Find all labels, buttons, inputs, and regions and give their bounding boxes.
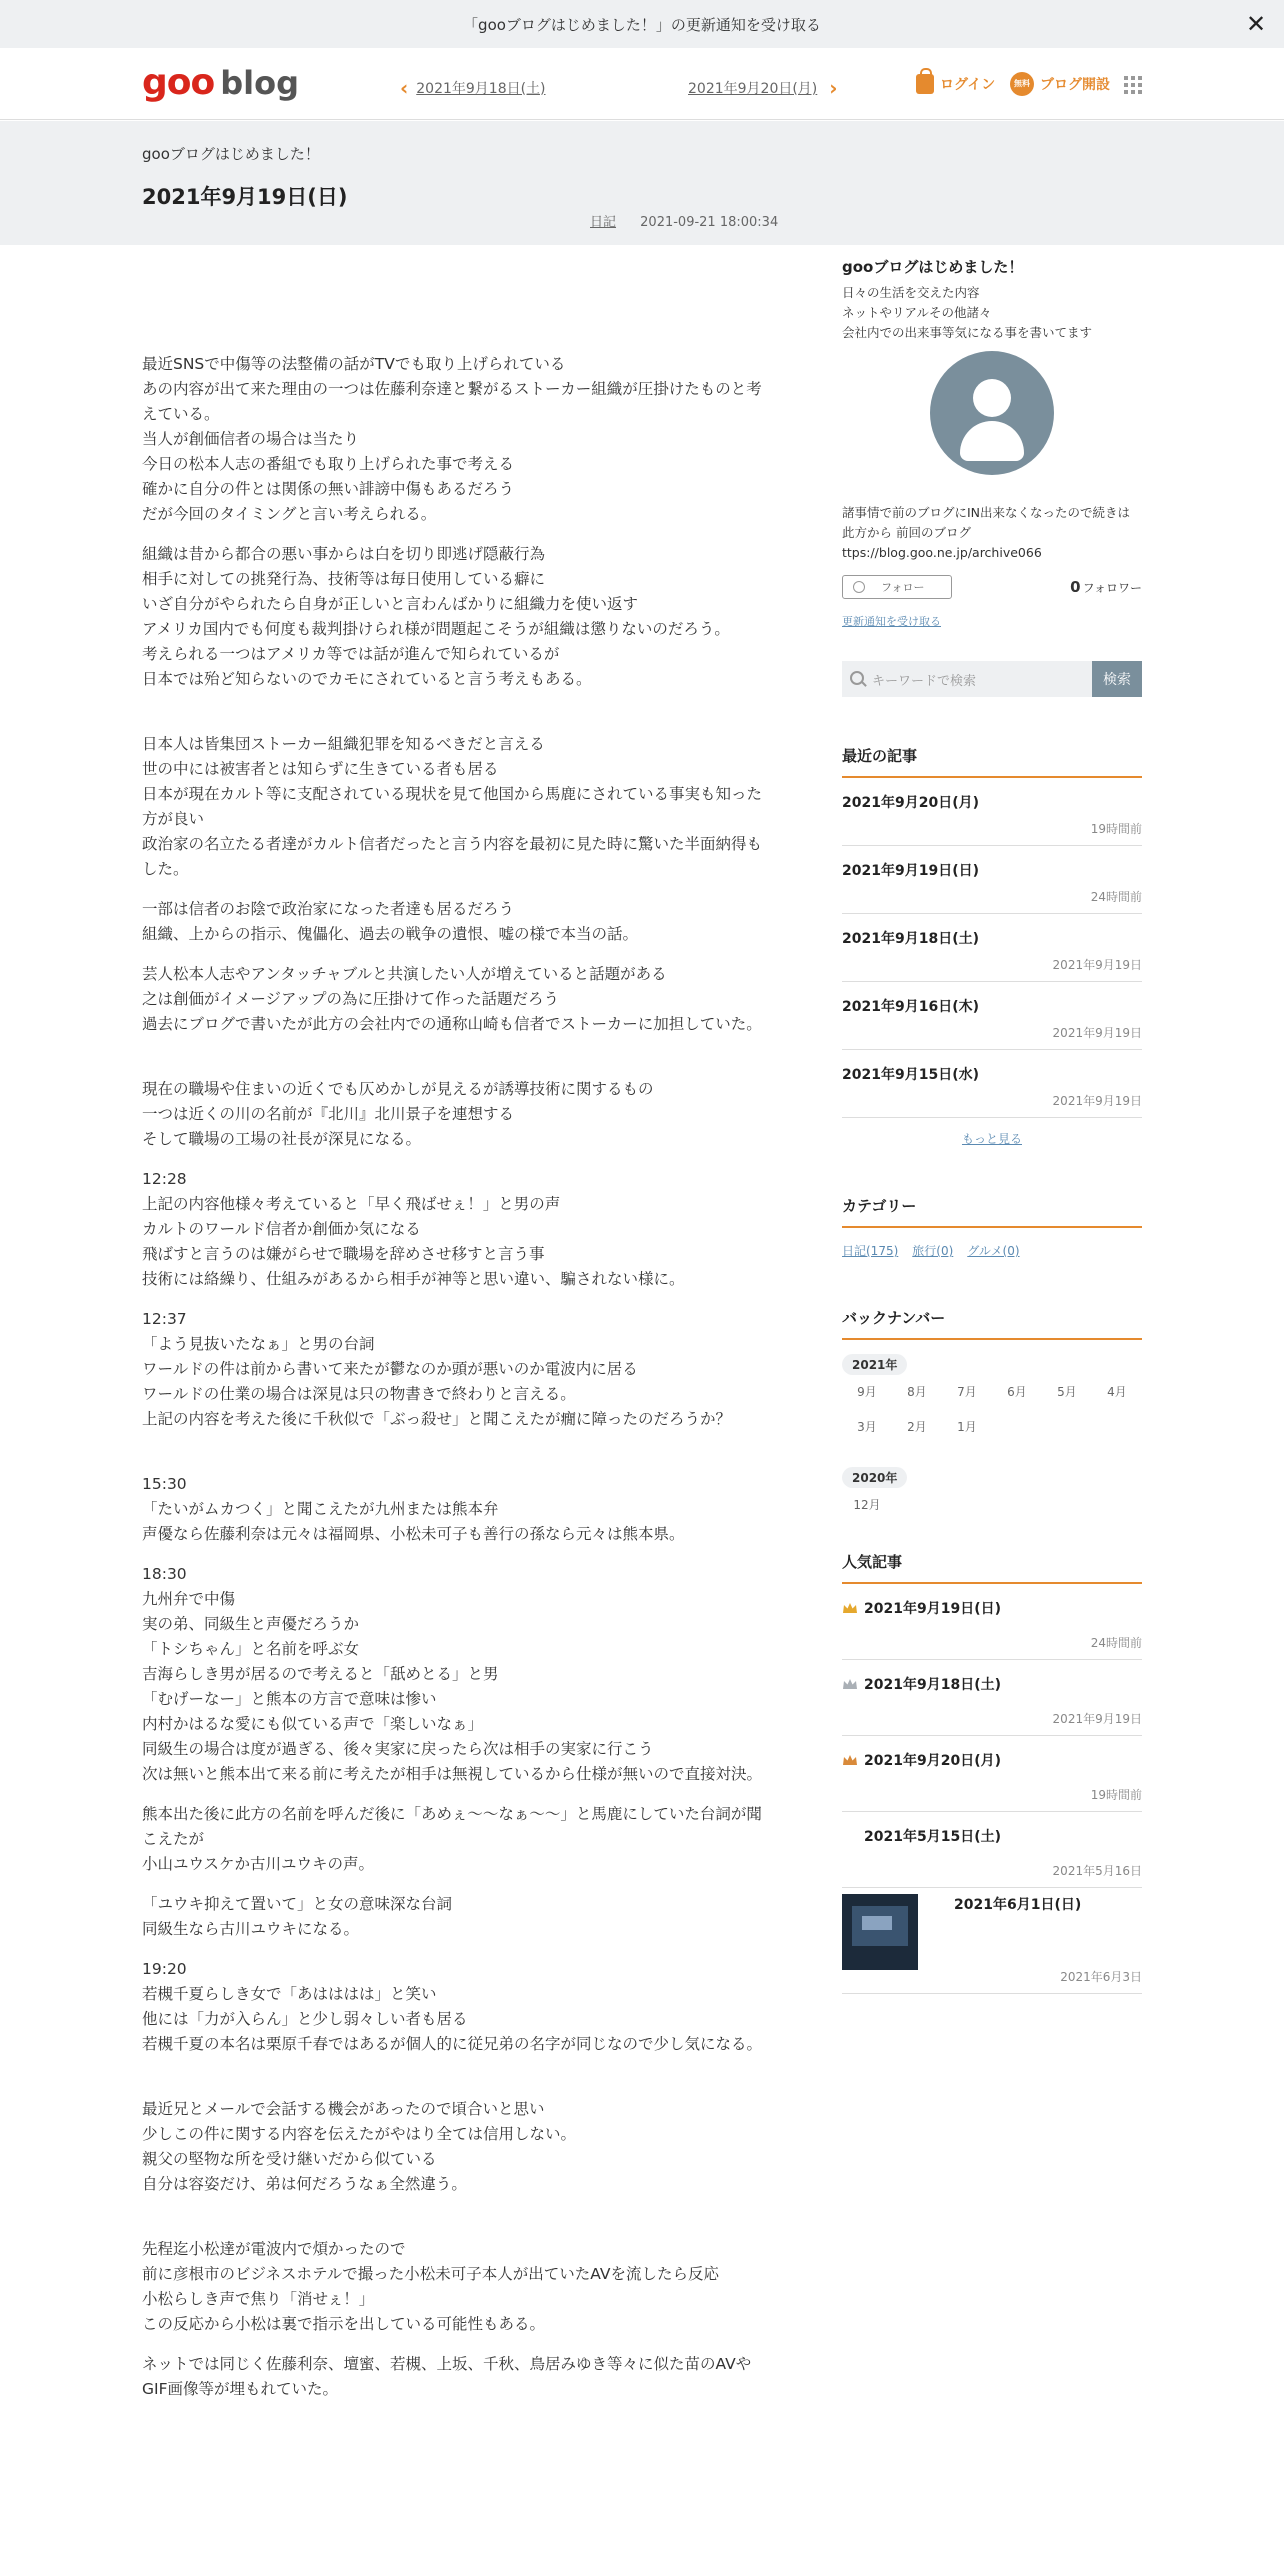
recent-item[interactable] [842,778,1142,846]
user-icon [853,581,865,593]
open-blog-button[interactable] [1010,72,1110,96]
recent-title[interactable]: 2021年9月15日(水) [842,1067,979,1083]
popular-item[interactable] [842,1584,1142,1660]
search-form [842,661,1142,697]
popular-thumb-item[interactable] [842,1888,1142,1994]
backnumber-month-link[interactable]: 5月 [1057,1385,1077,1399]
article-body [142,352,770,2417]
follow-button[interactable] [842,575,952,599]
recent-heading: 最近の記事 [842,745,1142,778]
article-paragraph: 最近SNSで中傷等の法整備の話がTVでも取り上げられている あの内容が出て来た理由の一つは佐藤利奈達と繋がるストーカー組織が圧掛けたものと考えている。 当人が創価信者の場合は当たり 今日の松本人志の番組でも取り上げられた事で考える 確かに自分の件とは関係の無い誹謗中傷もあるだろう だが今回のタイミングと言い考えられる。 [142,355,762,523]
popular-title-row [842,1750,1142,1770]
article-paragraph: 日本人は皆集団ストーカー組織犯罪を知るべきだと言える 世の中には被害者とは知らずに生きている者も居る 日本が現在カルト等に支配されている現状を見て他国から馬鹿にされている事実も知った方が良い 政治家の名立たる者達がカルト信者だったと言う内容を最初に見た時に驚いた半面納得もした。 [142,735,763,878]
article-paragraph: 12:37 「よう見抜いたなぁ」と男の台詞 ワールドの件は前から書いて来たが鬱なのか頭が悪いのか電波内に居る ワールドの仕業の場合は深見は只の物書きで終わりと言える。 上記の内容を考えた後に千秋似で「ぶっ殺せ」と聞こえたが癇に障ったのだろうか？ [142,1310,732,1428]
backnumber-months [842,1496,1142,1531]
login-button[interactable] [916,74,995,94]
recent-title[interactable]: 2021年9月16日(木) [842,999,979,1015]
popular-title-row [842,1598,1142,1618]
recent-title[interactable]: 2021年9月20日(月) [842,795,979,811]
article-paragraph: 先程迄小松達が電波内で煩かったので 前に彦根市のビジネスホテルで撮った小松未可子本人が出ていたAVを流したら反応 小松らしき声で焦り「消せぇ！」 この反応から小松は裏で指示を出している可能性もある。 [142,2240,719,2333]
recent-item[interactable] [842,914,1142,982]
crown-icon [842,1830,858,1842]
close-icon[interactable]: ✕ [1245,10,1267,38]
backnumber-month-link[interactable]: 3月 [857,1420,877,1434]
backnumber-months [842,1383,1142,1453]
article-paragraph: 芸人松本人志やアンタッチャブルと共演したい人が増えていると話題がある 之は創価がイメージアップの為に圧掛けて作った話題だろう 過去にブログで書いたが此方の会社内での通称山崎も信者でストーカーに加担していた。 [142,965,762,1033]
category-heading: カテゴリー [842,1195,1142,1228]
recent-title[interactable]: 2021年9月18日(土) [842,931,979,947]
sidebar-notify-link[interactable]: 更新通知を受け取る [842,615,941,628]
avatar[interactable] [930,351,1054,475]
popular-item[interactable] [842,1736,1142,1812]
recent-title[interactable]: 2021年9月19日(日) [842,863,979,879]
popular-heading: 人気記事 [842,1551,1142,1584]
search-input[interactable] [842,661,1092,697]
search-icon [850,671,864,685]
entry-datetime: 2021-09-21 18:00:34 [640,215,779,230]
popular-title[interactable]: 2021年6月1日(日) [954,1897,1082,1913]
article-paragraph: 一部は信者のお陰で政治家になった者達も居るだろう 組織、上からの指示、傀儡化、過去の戦争の遺恨、嘘の様で本当の話。 [142,900,639,943]
popular-item[interactable] [842,1660,1142,1736]
backnumber-month-link[interactable]: 4月 [1107,1385,1127,1399]
notify-bar [0,0,1284,48]
crown-icon [842,1678,858,1690]
backnumber-year[interactable]: 2020年 [842,1467,907,1488]
crown-icon [842,1754,858,1766]
free-badge-icon: 無料 [1010,72,1034,96]
article-paragraph: 19:20 若槻千夏らしき女で「あはははは」と笑い 他には「力が入らん」と少し弱々しい者も居る 若槻千夏の本名は栗原千春ではあるが個人的に従兄弟の名字が同じなので少し気になる。 [142,1960,763,2053]
crown-icon [842,1602,858,1614]
category-link[interactable]: 旅行(0) [912,1244,954,1258]
next-entry-nav[interactable] [688,76,838,100]
follow-label: フォロー [881,581,925,594]
popular-title[interactable]: 2021年9月20日(月) [864,1753,1001,1769]
article-paragraph: 15:30 「たいがムカつく」と聞こえたが九州または熊本弁 声優なら佐藤利奈は元々は福岡県、小松未可子も善行の孫なら元々は熊本県。 [142,1475,685,1543]
article-paragraph: ネットでは同じく佐藤利奈、壇蜜、若槻、上坂、千秋、鳥居みゆき等々に似た苗のAVやGIF画像等が埋もれていた。 [142,2355,752,2398]
article-paragraph: 熊本出た後に此方の名前を呼んだ後に「あめぇ～～なぁ～～」と馬鹿にしていた台詞が聞こえたが 小山ユウスケか古川ユウキの声。 [142,1805,762,1873]
category-link[interactable]: 日記(175) [842,1244,899,1258]
popular-thumb-text [918,1894,1142,1985]
popular-item[interactable] [842,1812,1142,1888]
search-placeholder: キーワードで検索 [872,673,977,689]
popular-time: 2021年5月16日 [1052,1864,1142,1878]
follow-row [842,575,1142,599]
backnumber-month-link[interactable]: 7月 [957,1385,977,1399]
recent-list [842,778,1142,1118]
follower-count[interactable] [1070,578,1142,596]
backnumber-year[interactable]: 2021年 [842,1354,907,1375]
category-link[interactable]: グルメ(0) [967,1244,1020,1258]
popular-time: 2021年9月19日 [1052,1712,1142,1726]
article-paragraph: 最近兄とメールで会話する機会があったので頃合いと思い 少しこの件に関する内容を伝えたがやはり全ては信用しない。 親父の堅物な所を受け継いだから似ている 自分は容姿だけ、弟は何だろうなぁ全然違う。 [142,2100,577,2193]
popular-time: 19時間前 [1090,1788,1142,1802]
logo-goo-text: goo [142,62,215,103]
popular-title-row [842,1674,1142,1694]
popular-time: 2021年6月3日 [1060,1970,1142,1984]
article-paragraph: 18:30 九州弁で中傷 実の弟、同級生と声優だろうか 「トシちゃん」と名前を呼ぶ女 吉海らしき男が居るので考えると「舐めとる」と男 「むげーなー」と熊本の方言で意味は惨い 内村かはるな愛にも似ている声で「楽しいなぁ」 同級生の場合は度が過ぎる、後々実家に戻ったら次は相手の実家に行こう 次は無いと熊本出て来る前に考えたが相手は無視しているから仕様が無いので直接対決。 [142,1565,763,1783]
grid-menu-icon[interactable] [1124,76,1142,94]
recent-time: 19時間前 [1090,822,1142,836]
popular-thumbnail[interactable] [842,1894,918,1970]
thumbnail-inner-shape [862,1916,892,1930]
article-paragraph: 12:28 上記の内容他様々考えていると「早く飛ばせぇ！」と男の声 カルトのワールド信者か創価か気になる 飛ばすと言うのは嫌がらせで職場を辞めさせ移すと言う事 技術には絡繰り、仕組みがあるから相手が神等と思い違い、騙されない様に。 [142,1170,685,1288]
backnumber-heading: バックナンバー [842,1307,1142,1340]
popular-title-row [842,1826,1142,1846]
backnumber-month-link[interactable]: 2月 [907,1420,927,1434]
recent-item[interactable] [842,1050,1142,1118]
article-paragraph: 現在の職場や住まいの近くでも仄めかしが見えるが誘導技術に関するもの 一つは近くの川の名前が『北川』北川景子を連想する そして職場の工場の社長が深見になる。 [142,1080,654,1148]
backnumber-month-link[interactable]: 9月 [857,1385,877,1399]
recent-time: 2021年9月19日 [1052,958,1142,972]
header [0,48,1284,120]
prev-entry-link[interactable]: 2021年9月18日(土) [416,81,546,97]
entry-header [0,121,1284,245]
follower-label: フォロワー [1082,581,1142,595]
backnumber-month-link[interactable]: 8月 [907,1385,927,1399]
next-entry-link[interactable]: 2021年9月20日(月) [688,81,818,97]
follower-number: 0 [1070,578,1081,596]
avatar-head-shape [973,379,1011,417]
goo-blog-logo[interactable] [142,64,299,102]
popular-title[interactable]: 2021年9月19日(日) [864,1601,1001,1617]
recent-item[interactable] [842,846,1142,914]
login-label: ログイン [940,77,996,93]
recent-item[interactable] [842,982,1142,1050]
popular-time: 24時間前 [1090,1636,1142,1650]
article-paragraph: 組織は昔から都合の悪い事からは白を切り即逃げ隠蔽行為 相手に対しての挑発行為、技術等は毎日使用している癖に いざ自分がやられたら自身が正しいと言わんばかりに組織力を使い返す アメリカ国内でも何度も裁判掛けられ様が問題起こそうが組織は懲りないのだろう。 考えられる一つはアメリカ等では話が進んで知られているが 日本では殆ど知らないのでカモにされていると言う考えもある。 [142,545,730,688]
recent-time: 24時間前 [1090,890,1142,904]
sidebar [842,256,1142,1994]
more-link[interactable]: もっと見る [961,1132,1022,1146]
sidebar-blog-desc: 日々の生活を交えた内容 ネットやリアルその他諸々 会社内での出来事等気になる事を書いてます [842,285,1093,340]
bag-icon [916,74,934,94]
search-button[interactable]: 検索 [1092,661,1142,697]
chevron-left-icon: ‹ [400,76,409,100]
article-paragraph: 「ユウキ抑えて置いて」と女の意味深な台詞 同級生なら古川ユウキになる。 [142,1895,453,1938]
category-list [842,1242,1142,1259]
blog-name[interactable]: gooブログはじめました！ [142,145,320,163]
backnumber-month-link[interactable]: 12月 [853,1498,881,1512]
open-blog-label: ブログ開設 [1040,77,1110,93]
notify-subscribe-link[interactable]: 「gooブログはじめました！」の更新通知を受け取る [463,15,821,34]
sidebar-blog-title[interactable]: gooブログはじめました！ [842,258,1024,276]
entry-category-link[interactable]: 日記 [590,215,617,230]
prev-entry-nav[interactable] [400,76,546,100]
recent-time: 2021年9月19日 [1052,1094,1142,1108]
backnumber-month-link[interactable]: 6月 [1007,1385,1027,1399]
popular-list [842,1584,1142,1888]
chevron-right-icon: › [829,76,838,100]
entry-title: 2021年9月19日(日) [142,185,348,209]
popular-title[interactable]: 2021年9月18日(土) [864,1677,1001,1693]
avatar-body-shape [960,421,1024,461]
entry-meta [590,211,778,230]
popular-title[interactable]: 2021年5月15日(土) [864,1829,1001,1845]
logo-blog-text: blog [220,64,299,102]
backnumber-list [842,1340,1142,1531]
backnumber-month-link[interactable]: 1月 [957,1420,977,1434]
profile-text: 諸事情で前のブログにIN出来なくなったので続きは此方から 前回のブログ ttps://blog.goo.ne.jp/archive066 [842,505,1131,560]
recent-time: 2021年9月19日 [1052,1026,1142,1040]
